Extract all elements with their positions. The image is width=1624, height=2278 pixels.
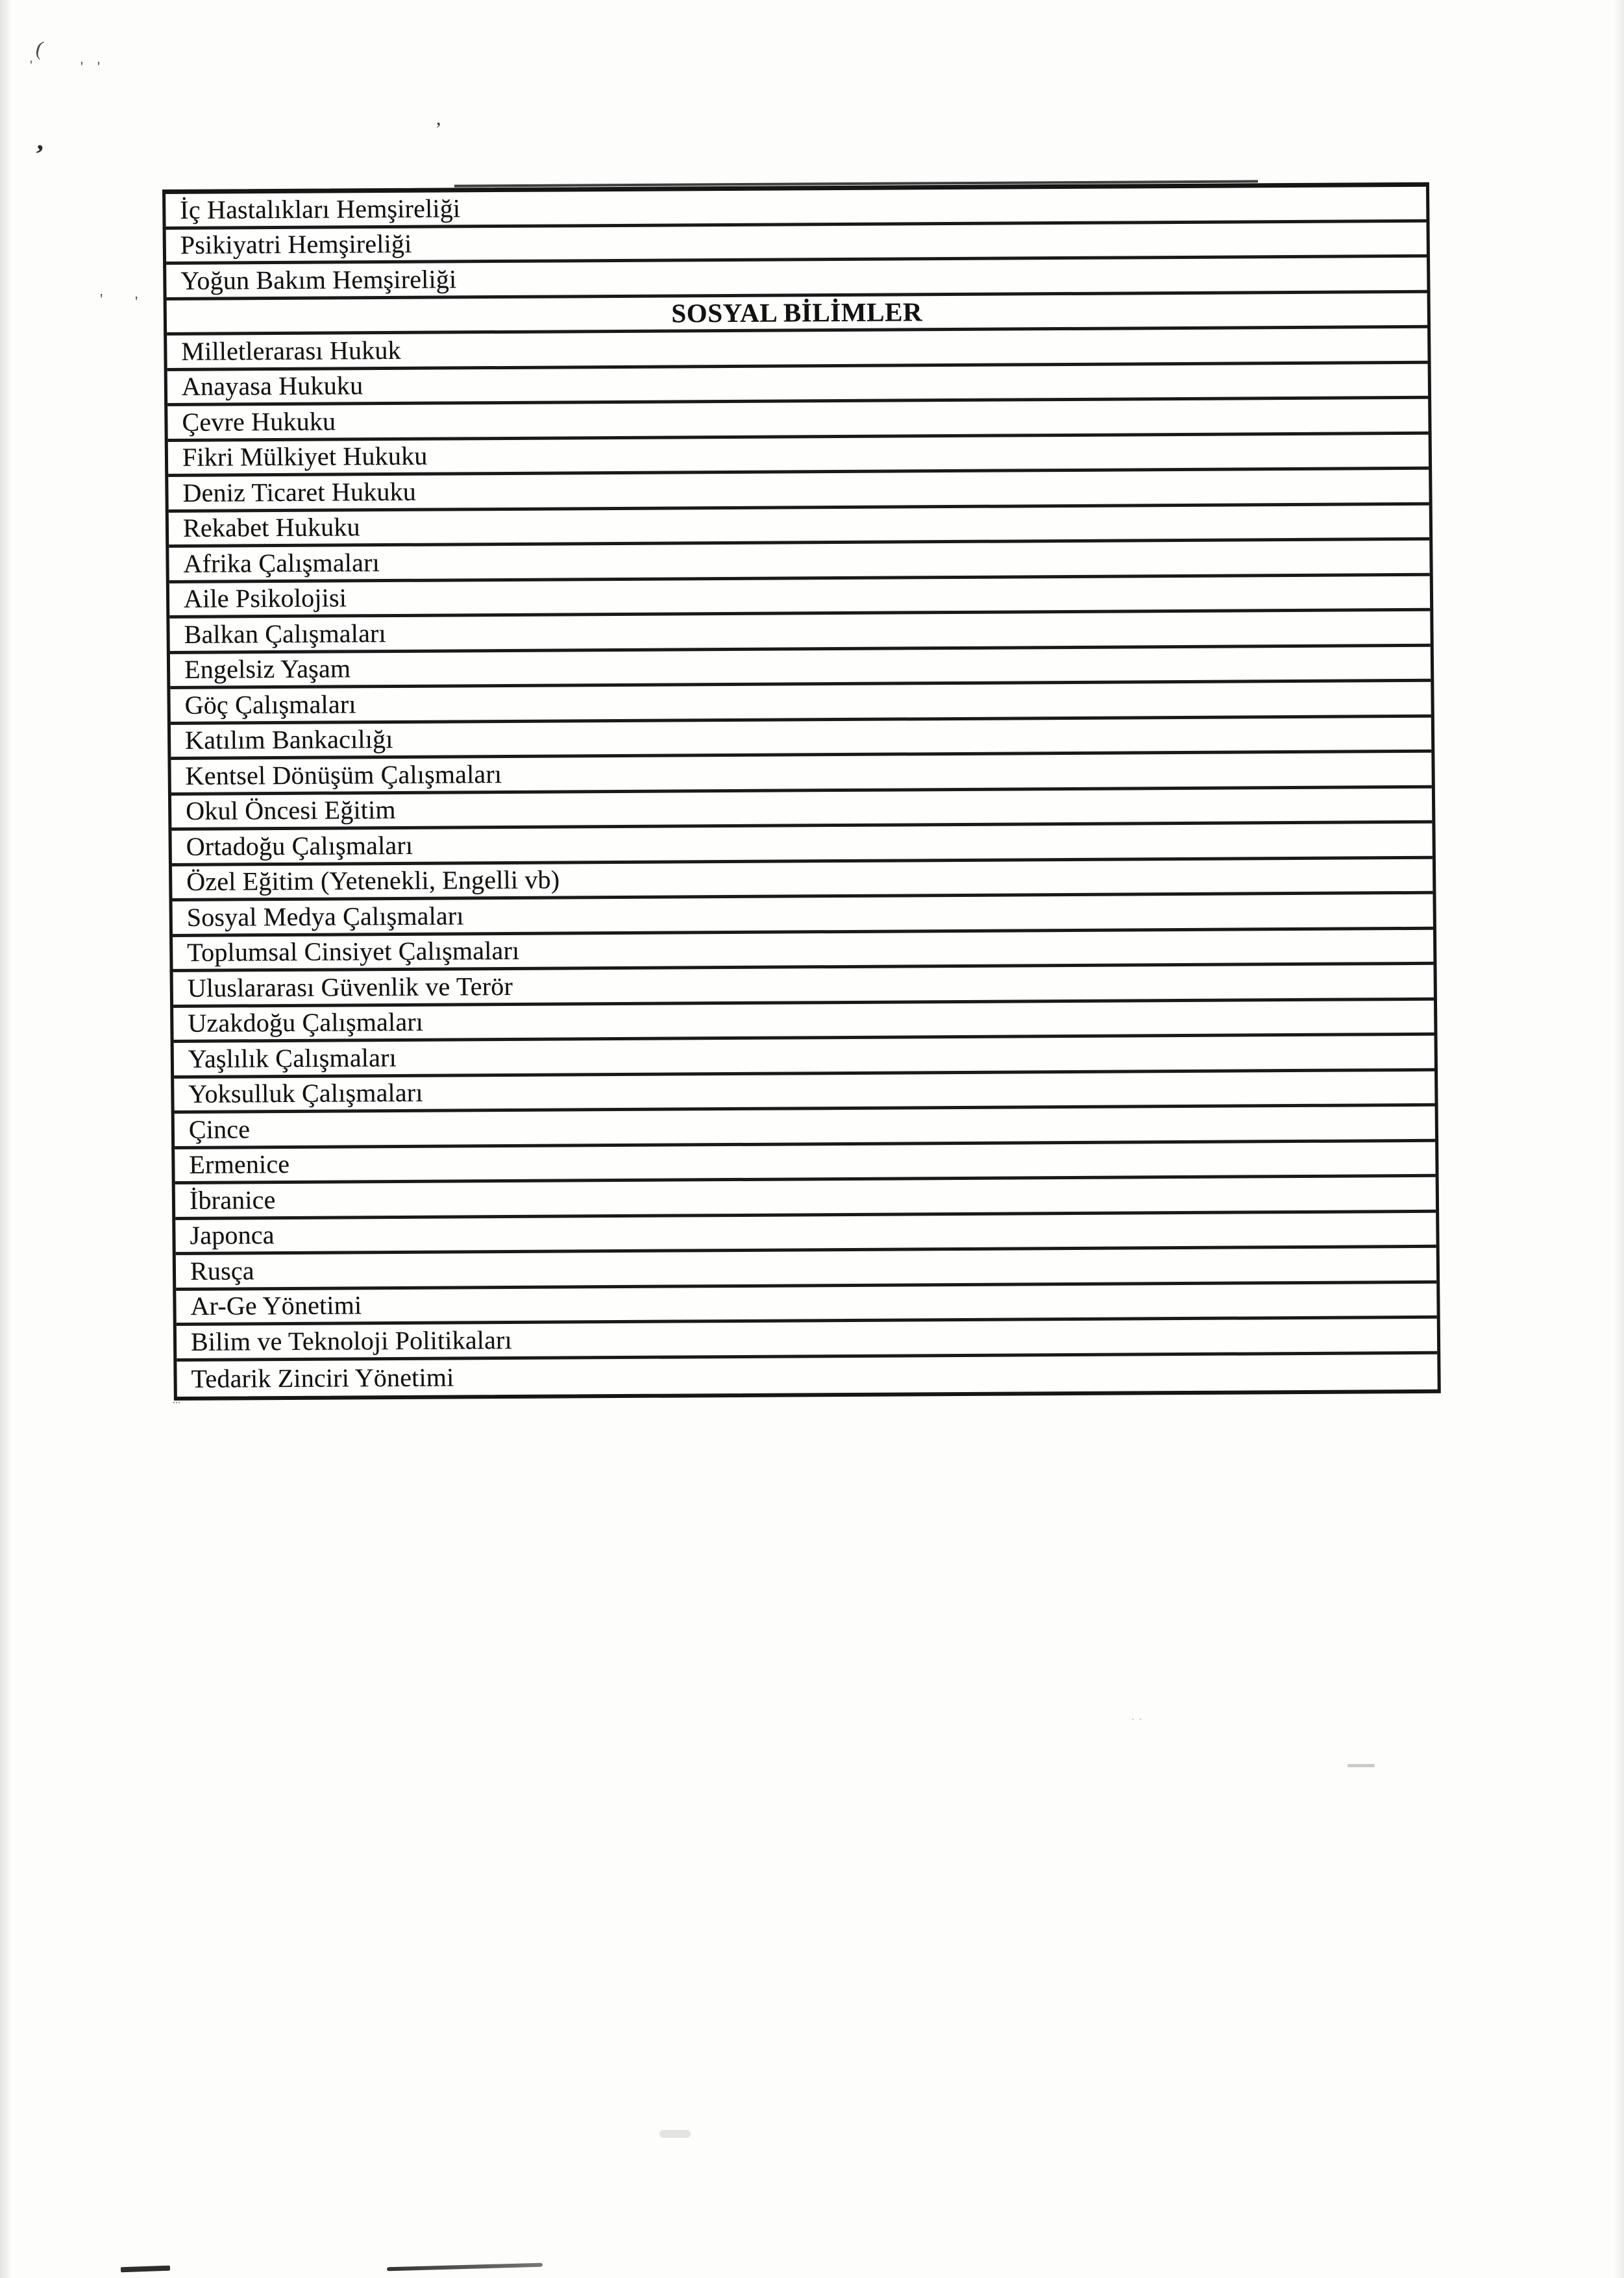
row-label: Sosyal Medya Çalışmaları [186,901,464,932]
row-label: Katılım Bankacılığı [184,724,393,755]
scan-speck: ' [100,291,103,308]
row-label: Toplumsal Cinsiyet Çalışmaları [187,936,520,968]
row-label: İç Hastalıkları Hemşireliği [180,193,461,225]
scanner-edge-shadow-left [0,0,12,2278]
scan-mark-dash [387,2263,543,2272]
scan-speck: ' [30,57,32,73]
scan-speck: ( [33,36,46,60]
scan-mark-dash [1347,1764,1375,1767]
row-label: Okul Öncesi Eğitim [185,795,396,826]
row-label: İbranice [189,1184,276,1215]
program-table [162,182,1441,1401]
scan-speck: ' [135,294,138,311]
row-label: Fikri Mülkiyet Hukuku [182,441,428,472]
scan-speck: · · [1131,1713,1143,1727]
row-label: Deniz Ticaret Hukuku [182,476,417,508]
row-label: Milletlerarası Hukuk [181,335,401,366]
row-label: Rekabet Hukuku [182,512,360,543]
row-label: Psikiyatri Hemşireliği [180,229,412,260]
scanner-edge-shadow-right [1614,0,1624,2278]
row-label: Tedarik Zinciri Yönetimi [191,1362,454,1393]
row-label: Balkan Çalışmaları [184,618,387,649]
row-label: Özel Eğitim (Yetenekli, Engelli vb) [186,864,560,897]
row-label: Ortadoğu Çalışmaları [186,830,413,861]
row-label: Bilim ve Teknoloji Politikaları [190,1325,513,1356]
scan-speck: ... [173,1395,180,1406]
row-label: Kentsel Dönüşüm Çalışmaları [185,759,502,790]
scan-mark-dash [121,2266,170,2273]
row-label: Ermenice [189,1149,290,1180]
row-label: Çevre Hukuku [182,406,336,437]
scan-speck: , [436,108,441,129]
row-label: Anayasa Hukuku [181,371,363,402]
section-header-label: SOSYAL BİLİMLER [671,297,923,328]
row-label: Yoğun Bakım Hemşireliği [180,264,457,295]
row-label: Uzakdoğu Çalışmaları [188,1007,424,1038]
row-label: Göç Çalışmaları [184,689,356,720]
row-label: Rusça [190,1256,254,1286]
row-label: Ar-Ge Yönetimi [190,1290,362,1321]
scan-speck: ' [80,58,83,75]
row-label: Uluslararası Güvenlik ve Terör [187,971,513,1003]
row-label: Aile Psikolojisi [183,583,347,614]
row-label: Engelsiz Yaşam [184,654,351,685]
row-label: Yoksulluk Çalışmaları [188,1078,423,1109]
row-label: Yaşlılık Çalışmaları [188,1042,397,1073]
table-row [177,1354,1437,1397]
row-label: Japonca [190,1220,275,1251]
scan-speck: ' [97,58,100,75]
scan-speck: , [35,125,47,156]
row-label: Çince [188,1114,251,1144]
row-label: Afrika Çalışmaları [183,547,380,578]
scan-mark-blob [659,2130,691,2138]
